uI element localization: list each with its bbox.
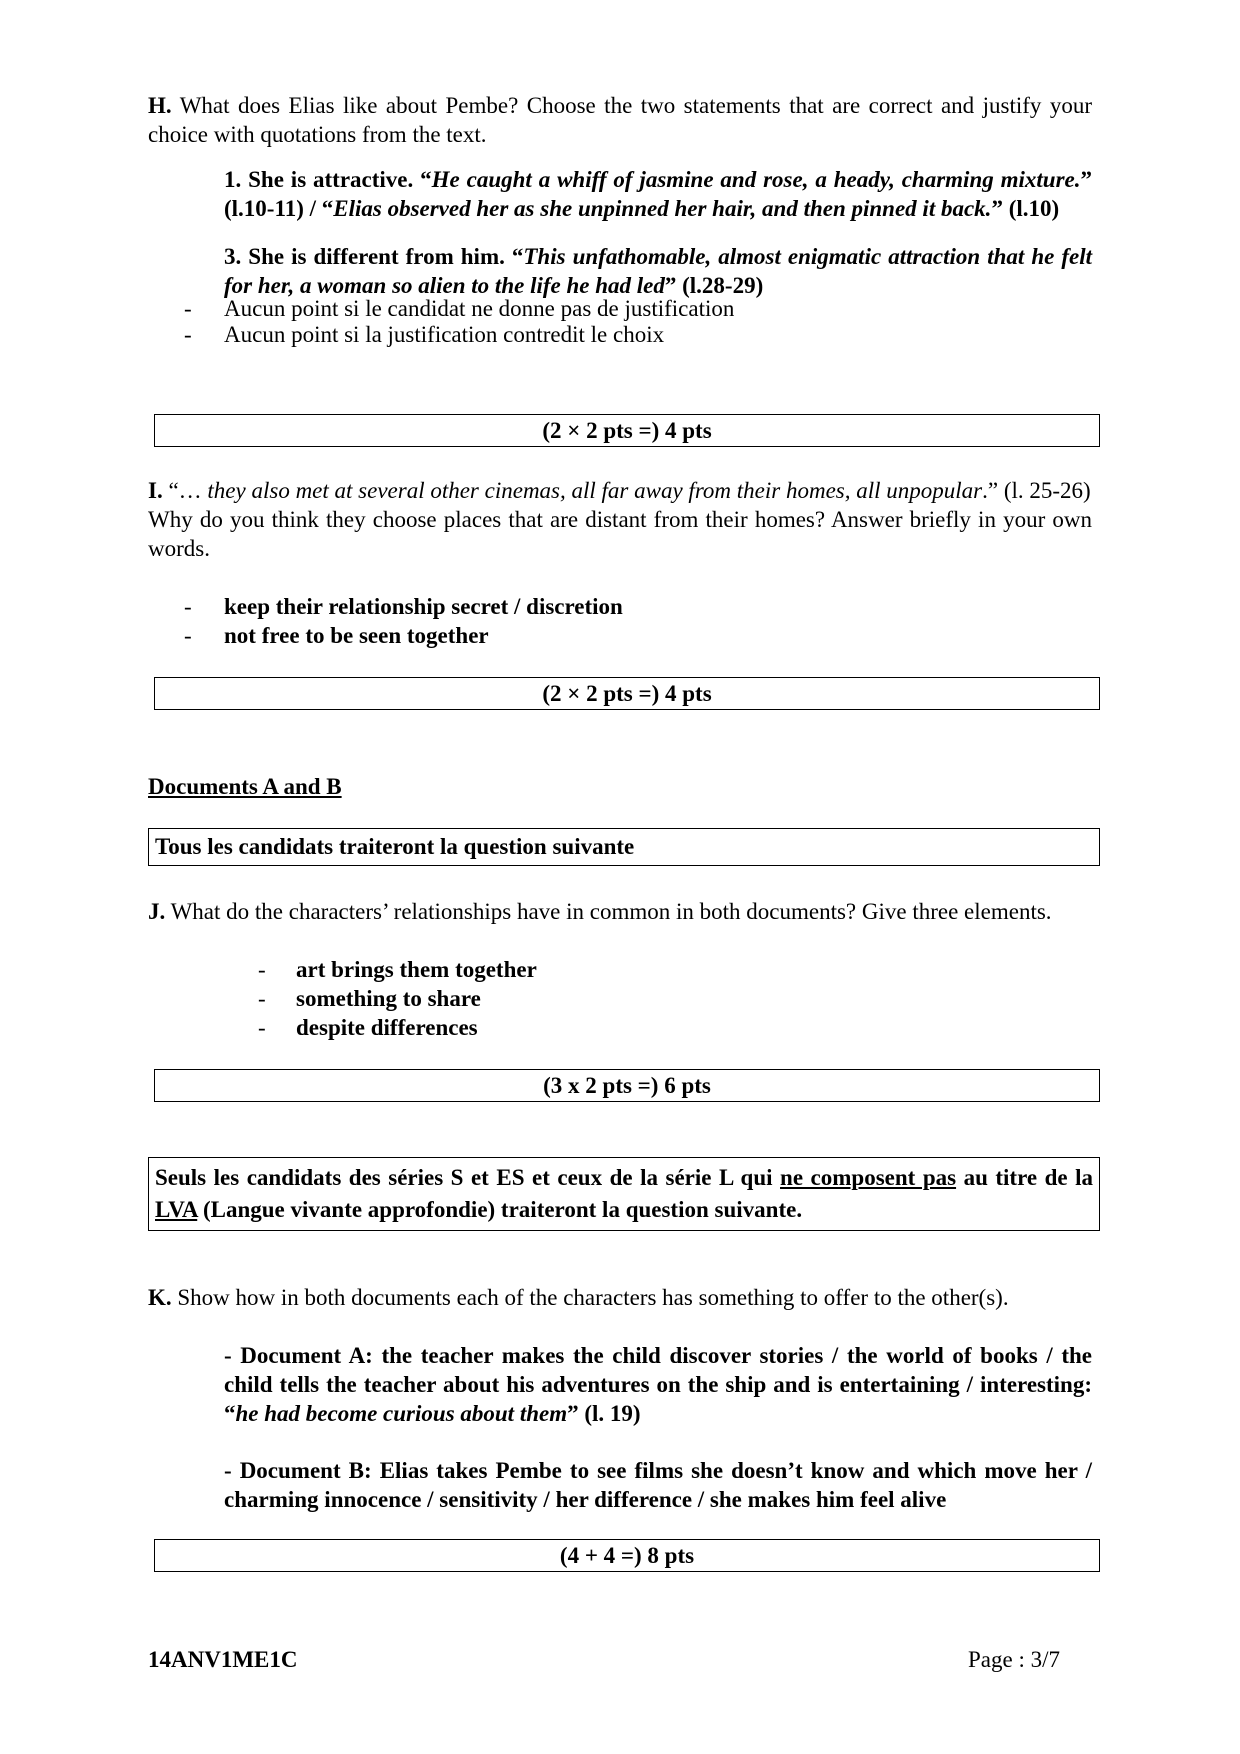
quote: they also met at several other cinemas, all far away from their homes, all unpopular [207,478,983,503]
question-letter: H. [148,93,172,118]
list-item: art brings them together [296,957,537,982]
score-box: (3 x 2 pts =) 6 pts [154,1069,1100,1102]
list-item: not free to be seen together [224,623,489,648]
answer-doc-a: - Document A: the teacher makes the child discover stories / the world of books / the child tells the teacher about his adventures on the ship and is entertaining / interesting: “he had become curious about them” (l. 19) [224,1343,1092,1426]
list-item: despite differences [296,1015,478,1040]
question-i: I. “… they also met at several other cinemas, all far away from their homes, all unpopular.” (l. 25-26) Why do you think they choose places that are distant from their homes? Answer briefly in your own words. [148,478,1092,561]
question-j [148,897,1092,926]
question-letter: J. [148,899,166,924]
list-item: keep their relationship secret / discretion [224,594,623,619]
question-letter: I. [148,478,163,503]
question-k [148,1283,1092,1312]
list-item: Aucun point si la justification contredit le choix [224,322,665,347]
question-h [148,91,1092,149]
list-item: Aucun point si le candidat ne donne pas de justification [224,296,735,321]
quote: He caught a whiff of jasmine and rose, a heady, charming mixture. [431,167,1081,192]
page-number: Page : 3/7 [968,1647,1060,1672]
quote: he had become curious about them [235,1401,568,1426]
question-text: Show how in both documents each of the characters has something to offer to the other(s). [177,1285,1009,1310]
question-text: What does Elias like about Pembe? Choose the two statements that are correct and justify your choice with quotations from the text. [148,93,1092,147]
instruction-box: Tous les candidats traiteront la question suivante [148,828,1100,866]
question-letter: K. [148,1285,172,1310]
score-box: (2 × 2 pts =) 4 pts [154,414,1100,447]
question-text: Why do you think they choose places that are distant from their homes? Answer briefly in your own words. [148,507,1092,561]
document-code: 14ANV1ME1C [148,1647,298,1672]
list-item: something to share [296,986,481,1011]
answer-3: 3. She is different from him. “This unfathomable, almost enigmatic attraction that he felt for her, a woman so alien to the life he had led” (l.28-29) [224,244,1092,298]
section-heading: Documents A and B [148,774,342,799]
answer-1: 1. She is attractive. “He caught a whiff of jasmine and rose, a heady, charming mixture.” (l.10-11) / “Elias observed her as she unpinned her hair, and then pinned it back.” (l.10) [224,167,1092,221]
question-text: What do the characters’ relationships have in common in both documents? Give three elements. [170,899,1052,924]
exam-page: H. What does Elias like about Pembe? Choose the two statements that are correct and justify your choice with quotations from the text. 1. She is attractive. “He caught a whiff of jasmine and rose, a heady, charming mixture.” (l.10-11) / “Elias observed her as she unpinned her hair, and then pinned it back.” (l.10) 3. She is different from him. “This unfathomable, almost enigmatic attraction that he felt for her, a woman so alien to the life he had led” (l.28-29) - Aucun point si le candidat ne donne pas de justification - Aucun point si la justification contredit le choix (2 × 2 pts =) 4 pts I. “… they also met at several other cinemas, all far away from their homes, all unpopular.” (l. 25-26) Why do you think they choose places that are distant from their homes? Answer briefly in your own words. - keep their relationship secret / discretion - not free to be seen together (2 × 2 pts =) 4 pts Documents A and B Tous les candidats traiteront la question suivante J. What do the characters’ relationships have in common in both documents? Give three elements. - art brings them together - something to share - despite differences (3 x 2 pts =) 6 pts Seuls les candidats des séries S et ES et ceux de la série L qui ne composent pas au titre de la LVA (Langue vivante approfondie) traiteront la question suivante. K. Show how in both documents each of the characters has something to offer to the other(s). - Document A: the teacher makes the child discover stories / the world of books / the child tells the teacher about his adventures on the ship and is entertaining / interesting: “he had become curious about them” (l. 19) - Document B: Elias takes Pembe to see films she doesn’t know and which move her / charming innocence / sensitivity / her difference / she makes him feel alive (4 + 4 =) 8 pts 14ANV1ME1C Page : 3/7 [0,0,1240,1754]
score-box: (2 × 2 pts =) 4 pts [154,677,1100,710]
score-box: (4 + 4 =) 8 pts [154,1539,1100,1572]
quote: Elias observed her as she unpinned her hair, and then pinned it back. [333,196,992,221]
quote: This unfathomable, almost enigmatic attraction that he felt for her, a woman so alien to the life he had led [224,244,1092,298]
restriction-box: Seuls les candidats des séries S et ES et ceux de la série L qui ne composent pas au titre de la LVA (Langue vivante approfondie) traiteront la question suivante. [148,1157,1100,1231]
answer-doc-b: - Document B: Elias takes Pembe to see films she doesn’t know and which move her / charming innocence / sensitivity / her difference / she makes him feel alive [224,1458,1092,1512]
